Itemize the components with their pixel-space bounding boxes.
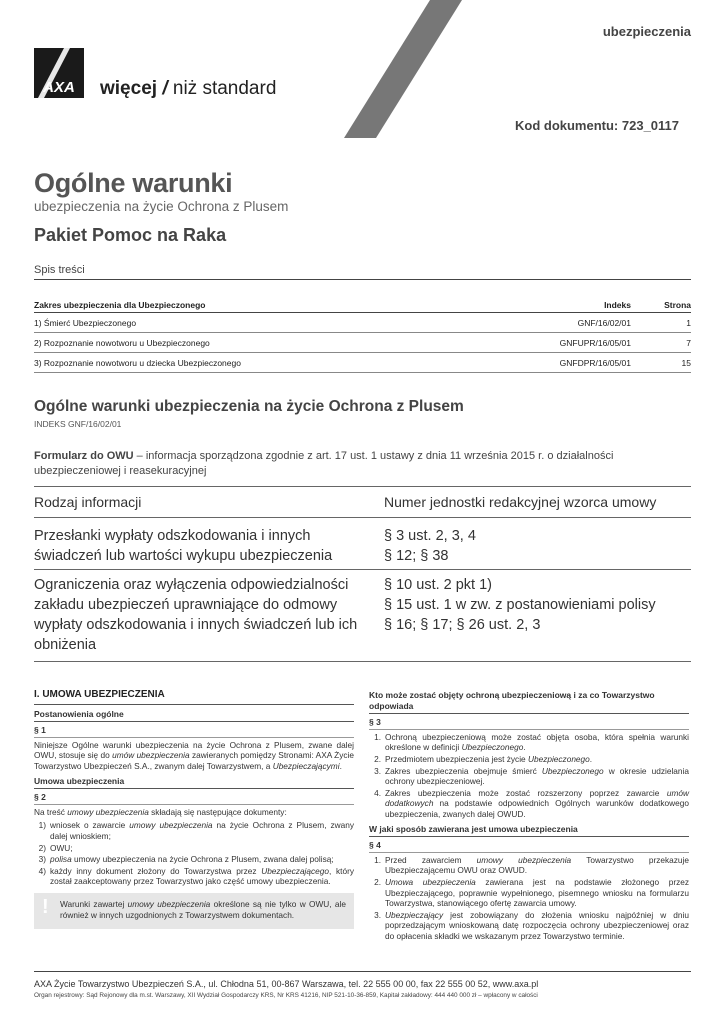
conclusion-list [369,855,689,942]
toc-heading: Spis treści [34,264,85,276]
document-code: Kod dokumentu: 723_0117 [515,118,679,133]
info-col-header: Rodzaj informacji [34,494,142,510]
chapter-heading: I. UMOWA UBEZPIECZENIA [34,690,354,705]
category-label: ubezpieczenia [602,24,691,39]
info-label: Przesłanki wypłaty odszkodowania i innych świadczeń lub wartości wykupu ubezpieczenia [34,528,333,564]
axa-logo [34,48,84,98]
toc-row[interactable] [34,353,691,373]
page-title: Ogólne warunki [34,168,233,198]
paragraph-number: § 4 [369,840,689,853]
toc-col-header: Strona [664,299,691,310]
decorative-slash [300,0,480,140]
info-label: Ograniczenia oraz wyłączenia odpowiedzialności zakładu ubezpieczeń uprawniające do odmowy wypłaty odszkodowania i innych świadczeń lub ich obniżenia [34,577,358,653]
toc-row[interactable] [34,333,691,353]
paragraph-number: § 1 [34,725,354,738]
list-item: 2. Umowa ubezpieczenia zawierana jest na podstawie złożonego przez Ubezpieczającego, poprawnie wypełnionego, pisemnego wniosku na formularzu Towarzystwa, stanowiącego ofertę zawarcia umowy. [374,876,689,909]
list-item: 1) wniosek o zawarcie umowy ubezpieczenia na życie Ochrona z Plusem, zwany dalej wnioskiem; [38,820,354,841]
subheading: Postanowienia ogólne [34,709,354,723]
exclamation-icon: ! [42,895,49,918]
toc-page: 1 [686,317,691,328]
left-column [34,690,354,929]
subheading: Kto może zostać objęty ochroną ubezpieczeniową i za co Towarzystwo odpowiada [369,690,689,714]
subheading: Umowa ubezpieczenia [34,776,354,790]
warning-text: Warunki zawartej umowy ubezpieczenia określone są nie tylko w OWU, ale również w innych uzgodnionych z Towarzystwem dokumentach. [60,898,346,920]
paragraph-number: § 2 [34,792,354,805]
formularz-bold: Formularz do OWU [34,450,134,462]
toc-index: GNFDPR/16/05/01 [559,357,631,368]
toc-label: 1) Śmierć Ubezpieczonego [34,317,137,328]
info-header-row [34,486,691,518]
formularz-text: – informacja sporządzona zgodnie z art. 17 ust. 1 ustawy z dnia 11 września 2015 r. o działalności ubezpieczeniowej i reasekuracyjnej [34,450,614,477]
toc-index: GNFUPR/16/05/01 [559,337,631,348]
list-item: 1. Ochroną ubezpieczeniową może zostać objęta osoba, która spełnia warunki określone w definicji Ubezpieczonego. [374,731,689,753]
document-list [34,820,354,887]
subheading: W jaki sposób zawierana jest umowa ubezpieczenia [369,824,689,838]
list-item: 4. Zakres ubezpieczenia może zostać rozszerzony poprzez zawarcie umów dodatkowych na podstawie odpowiednich Ogólnych warunków dodatkowego ubezpieczenia, zwanych dalej OWUD. [374,787,689,819]
footer-address: AXA Życie Towarzystwo Ubezpieczeń S.A., ul. Chłodna 51, 00-867 Warszawa, tel. 22 555 00 00, fax 22 555 00 52, www.axa.pl [34,979,539,989]
coverage-list [369,732,689,820]
paragraph-text: Na treść umowy ubezpieczenia składają się następujące dokumenty: [34,806,287,817]
list-item: 3. Zakres ubezpieczenia obejmuje śmierć Ubezpieczonego w okresie udzielania ochrony ubezpieczeniowej. [374,765,689,787]
toc-label: 3) Rozpoznanie nowotworu u dziecka Ubezpieczonego [34,357,241,368]
list-item: 1. Przed zawarciem umowy ubezpieczenia Towarzystwo przekazuje Ubezpieczającemu OWU oraz OWUD. [374,854,689,876]
info-ref: § 12; § 38 [384,548,449,564]
toc-table [34,297,691,373]
toc-col-header: Indeks [604,299,631,310]
info-ref: § 16; § 17; § 26 ust. 2, 3 [384,617,541,633]
info-table [34,486,691,662]
logo-text: AXA [43,79,75,96]
footer-registration: Organ rejestrowy: Sąd Rejonowy dla m.st. Warszawy, XII Wydział Gospodarczy KRS, Nr KRS 41216, NIP 521-10-36-859, Kapitał zakładowy: 444 440 000 zł – wpłacony w całości [34,992,538,999]
list-item: 2) OWU; [38,842,73,853]
toc-page: 15 [681,357,691,368]
list-item: 4) każdy inny dokument złożony do Towarzystwa przez Ubezpieczającego, który został zaakceptowany przez Towarzystwo jako część umowy ubezpieczenia. [38,865,354,887]
toc-header-row [34,297,691,313]
paragraph-number: § 3 [369,717,689,730]
list-item: 3. Ubezpieczający jest zobowiązany do złożenia wniosku najpóźniej w dniu poprzedzającym wnioskowaną datę rozpoczęcia ochrony ubezpieczeniowej oraz do opłacenia składki we wskazanym przez Towarzystwo terminie. [374,909,689,941]
info-row [34,518,691,570]
page-subtitle: ubezpieczenia na życie Ochrona z Plusem [34,199,289,214]
toc-page: 7 [686,337,691,348]
footer-divider [34,971,691,972]
info-row [34,570,691,662]
tagline-bold: więcej [100,78,158,99]
toc-row[interactable] [34,313,691,333]
tagline: więcej / niż standard [100,78,277,99]
toc-label: 2) Rozpoznanie nowotworu u Ubezpieczonego [34,337,210,348]
paragraph-text: Niniejsze Ogólne warunki ubezpieczenia na życie Ochrona z Plusem, zwane dalej OWU, stosuje się do umów ubezpieczenia zawieranych pomiędzy Stronami: AXA Życie Towarzystwo Ubezpieczeń S.A., zwanym dalej Towarzystwem, a Ubezpieczającymi. [34,739,354,771]
info-col-header: Numer jednostki redakcyjnej wzorca umowy [384,494,657,510]
tagline-rest: niż standard [172,78,277,99]
list-item: 2. Przedmiotem ubezpieczenia jest życie Ubezpieczonego. [374,753,593,764]
info-ref: § 15 ust. 1 w zw. z postanowieniami polisy [384,597,656,613]
right-column [369,690,689,944]
section-index: INDEKS GNF/16/02/01 [34,419,122,429]
package-title: Pakiet Pomoc na Raka [34,225,227,245]
formularz-note [34,449,674,479]
list-item: 3) polisa umowy ubezpieczenia na życie Ochrona z Plusem, zwana dalej polisą; [38,854,334,865]
warning-note [34,893,354,929]
divider [34,279,691,280]
toc-col-header: Zakres ubezpieczenia dla Ubezpieczonego [34,299,206,310]
section-title: Ogólne warunki ubezpieczenia na życie Ochrona z Plusem [34,398,464,415]
toc-index: GNF/16/02/01 [577,317,631,328]
info-ref: § 3 ust. 2, 3, 4 [384,528,476,544]
info-ref: § 10 ust. 2 pkt 1) [384,577,493,593]
